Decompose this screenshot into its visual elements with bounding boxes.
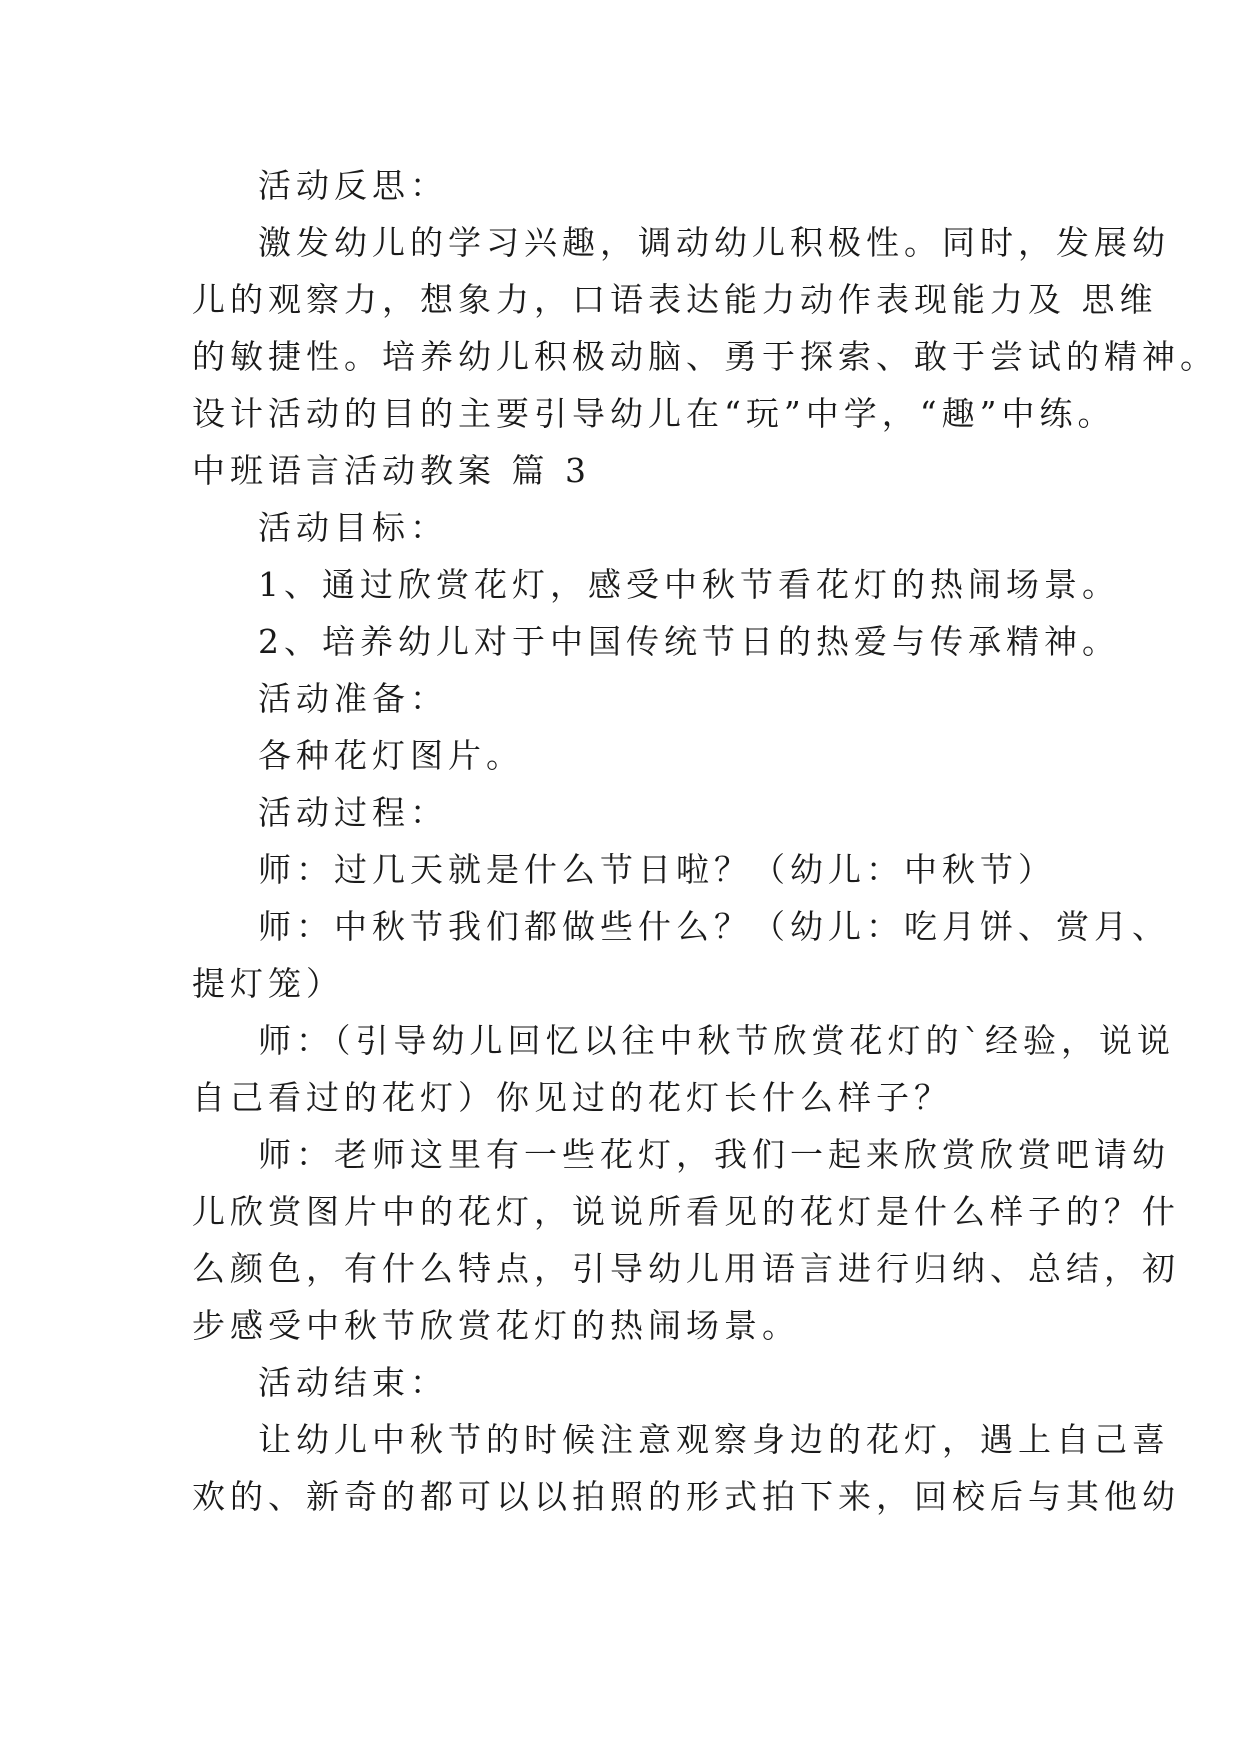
text-line: 设计活动的目的主要引导幼儿在“玩”中学，“趣”中练。 [192,394,1116,433]
section-heading: 中班语言活动教案 篇 3 [192,451,591,490]
text-line: 激发幼儿的学习兴趣，调动幼儿积极性。同时，发展幼 [258,223,1170,262]
text-line: 活动反思： [258,166,448,205]
text-line: 活动结束： [258,1363,448,1402]
text-line: 1、通过欣赏花灯，感受中秋节看花灯的热闹场景。 [258,565,1120,604]
text-line: 步感受中秋节欣赏花灯的热闹场景。 [192,1306,800,1345]
text-line: 2、培养幼儿对于中国传统节日的热爱与传承精神。 [258,622,1120,661]
text-line: 欢的、新奇的都可以以拍照的形式拍下来，回校后与其他幼 [192,1477,1180,1516]
text-line: 师：老师这里有一些花灯，我们一起来欣赏欣赏吧请幼 [258,1135,1170,1174]
text-line: 各种花灯图片。 [258,736,524,775]
text-line: 活动过程： [258,793,448,832]
text-line: 自己看过的花灯）你见过的花灯长什么样子？ [192,1078,952,1117]
text-line: 活动目标： [258,508,448,547]
text-line: 提灯笼） [192,964,344,1003]
text-line: 师：过几天就是什么节日啦？（幼儿：中秋节） [258,850,1056,889]
text-line: 的敏捷性。培养幼儿积极动脑、勇于探索、敢于尝试的精神。 [192,337,1218,376]
text-line: 儿的观察力，想象力，口语表达能力动作表现能力及 思维 [192,280,1158,319]
text-line: 么颜色，有什么特点，引导幼儿用语言进行归纳、总结，初 [192,1249,1180,1288]
text-line: 活动准备： [258,679,448,718]
text-line: 师：（引导幼儿回忆以往中秋节欣赏花灯的`经验，说说 [258,1021,1175,1060]
text-line: 让幼儿中秋节的时候注意观察身边的花灯，遇上自己喜 [258,1420,1170,1459]
text-line: 师：中秋节我们都做些什么？（幼儿：吃月饼、赏月、 [258,907,1170,946]
text-line: 儿欣赏图片中的花灯，说说所看见的花灯是什么样子的？什 [192,1192,1180,1231]
